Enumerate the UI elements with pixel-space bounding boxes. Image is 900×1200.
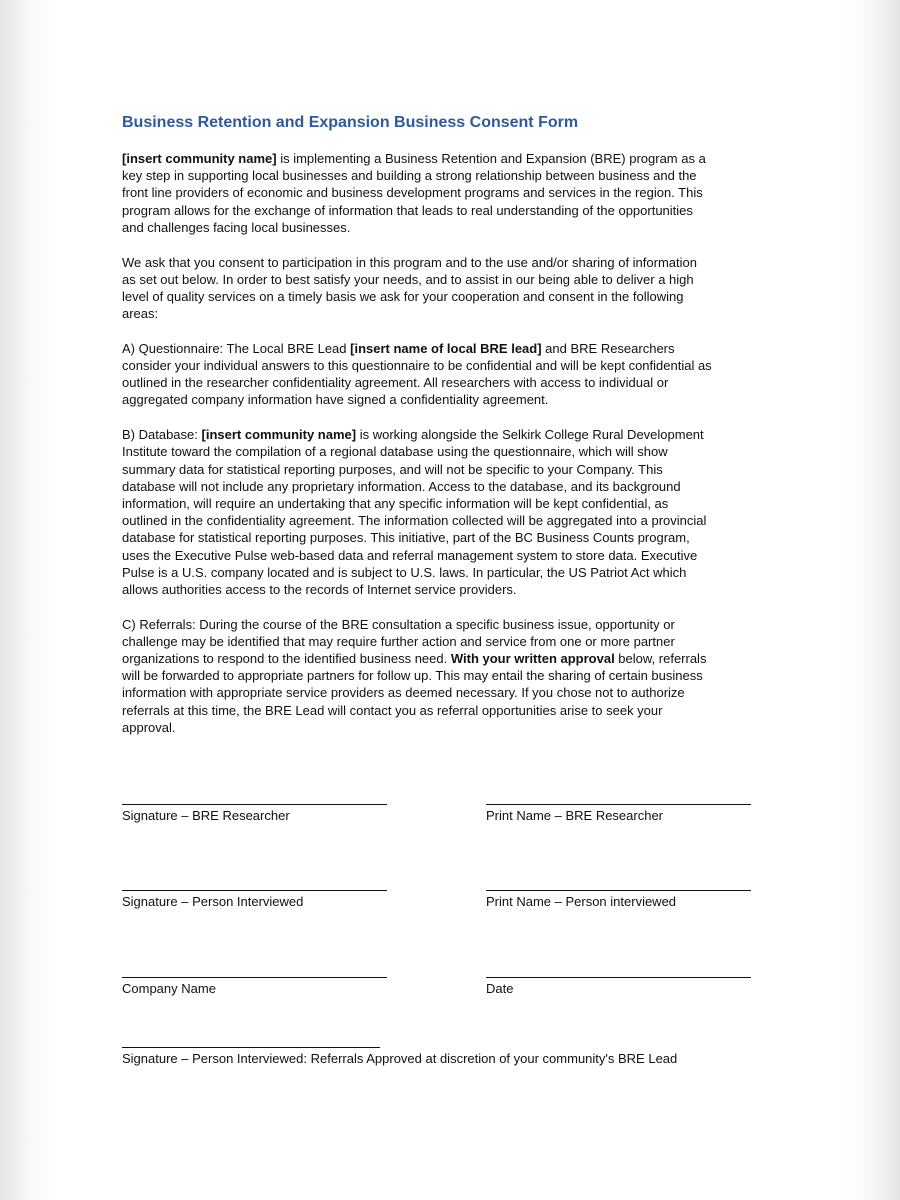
body-paragraph — [122, 340, 787, 409]
emphasized-text: With your written approval — [450, 651, 615, 667]
date-label: Date — [486, 981, 514, 996]
researcher-signature-field[interactable] — [122, 804, 387, 823]
signature-line — [122, 890, 387, 891]
text-line: front line providers of economic and business development programs and services in the region. This — [122, 185, 703, 201]
company-name-field[interactable] — [122, 977, 387, 996]
text-line: Institute toward the compilation of a regional database using the questionnaire, which will show — [122, 444, 668, 460]
researcher-print-name-label: Print Name – BRE Researcher — [486, 808, 664, 823]
text-segment: B) Database: — [122, 427, 202, 443]
text-line: summary data for statistical reporting purposes, and will not be specific to your Company. This — [122, 461, 663, 477]
emphasized-text: [insert name of local BRE lead] — [350, 340, 542, 356]
text-segment: organizations to respond to the identified business need. — [122, 651, 451, 667]
text-line: We ask that you consent to participation in this program and to the use and/or sharing of information — [122, 254, 697, 270]
text-line: as set out below. In order to best satisfy your needs, and to assist in our being able to deliver a high — [122, 271, 694, 287]
researcher-signature-label: Signature – BRE Researcher — [122, 808, 290, 823]
signature-line — [122, 1047, 380, 1048]
text-line: outlined in the researcher confidentiality agreement. All researchers with access to individual or — [122, 375, 669, 391]
text-segment: is working alongside the Selkirk College Rural Development — [356, 427, 704, 443]
referral-approval-label: Signature – Person Interviewed: Referrals Approved at discretion of your community's BRE Lead — [122, 1051, 678, 1066]
signature-line — [122, 977, 387, 978]
text-line: outlined in the confidentiality agreement. The information collected will be aggregated into a provincial — [122, 513, 707, 529]
emphasized-text: [insert community name] — [201, 427, 357, 443]
text-segment: below, referrals — [614, 651, 707, 667]
interviewee-print-name-label: Print Name – Person interviewed — [486, 894, 677, 909]
text-line: challenge may be identified that may require further action and service from one or more partner — [122, 633, 675, 649]
text-line: uses the Executive Pulse web-based data and referral management system to store data. Executive — [122, 547, 698, 563]
text-line: will be forwarded to appropriate partners for follow up. This may entail the sharing of certain business — [122, 668, 703, 684]
text-segment: is implementing a Business Retention and Expansion (BRE) program as a — [276, 151, 706, 166]
text-line: C) Referrals: During the course of the BRE consultation a specific business issue, opportunity or — [122, 616, 675, 632]
referral-approval-signature-field[interactable] — [122, 1047, 678, 1066]
text-segment: A) Questionnaire: The Local BRE Lead — [122, 340, 351, 356]
interviewee-signature-label: Signature – Person Interviewed — [122, 894, 304, 909]
text-line: level of quality services on a timely basis we ask for your cooperation and consent in the following — [122, 288, 684, 304]
text-line: Pulse is a U.S. company located and is subject to U.S. laws. In particular, the US Patriot Act which — [122, 564, 687, 580]
text-segment: and BRE Researchers — [541, 340, 675, 356]
body-paragraph — [122, 616, 787, 736]
text-line: database will not include any proprietary information. Access to the database, and its background — [122, 478, 681, 494]
form-title: Business Retention and Expansion Business Consent Form — [122, 114, 579, 131]
interviewee-print-name-field[interactable] — [486, 890, 751, 909]
text-line — [122, 650, 787, 667]
form-body — [122, 150, 787, 754]
text-line: aggregated company information have signed a confidentiality agreement. — [122, 392, 549, 408]
text-line: allows authorities access to the records of Internet service providers. — [122, 581, 517, 597]
body-paragraph — [122, 426, 787, 598]
placeholder-text: [insert community name] — [122, 151, 277, 166]
text-line — [122, 150, 787, 167]
researcher-print-name-field[interactable] — [486, 804, 751, 823]
text-line — [122, 340, 787, 357]
signature-line — [486, 804, 751, 805]
text-line: approval. — [122, 719, 176, 735]
signature-line — [486, 890, 751, 891]
body-paragraph — [122, 254, 787, 323]
text-line: areas: — [122, 306, 159, 322]
text-line: consider your individual answers to this questionnaire to be confidential and will be kept confidential as — [122, 358, 712, 374]
text-line: and challenges facing local businesses. — [122, 219, 351, 235]
text-line: key step in supporting local businesses and building a strong relationship between business and the — [122, 168, 697, 184]
text-line — [122, 426, 787, 443]
text-line: program allows for the exchange of information that leads to real understanding of the opportunities — [122, 202, 693, 218]
text-line: referrals at this time, the BRE Lead will contact you as referral opportunities arise to seek your — [122, 702, 663, 718]
text-line: information with appropriate service providers as deemed necessary. If you chose not to authorize — [122, 685, 685, 701]
body-paragraph — [122, 150, 787, 236]
signature-line — [122, 804, 387, 805]
text-line: information, will require an undertaking that any specific information will be kept confidential, as — [122, 495, 669, 511]
company-name-label: Company Name — [122, 981, 216, 996]
interviewee-signature-field[interactable] — [122, 890, 387, 909]
date-field[interactable] — [486, 977, 751, 996]
text-line: database for statistical reporting purposes. This initiative, part of the BC Business Counts program, — [122, 530, 690, 546]
signature-line — [486, 977, 751, 978]
